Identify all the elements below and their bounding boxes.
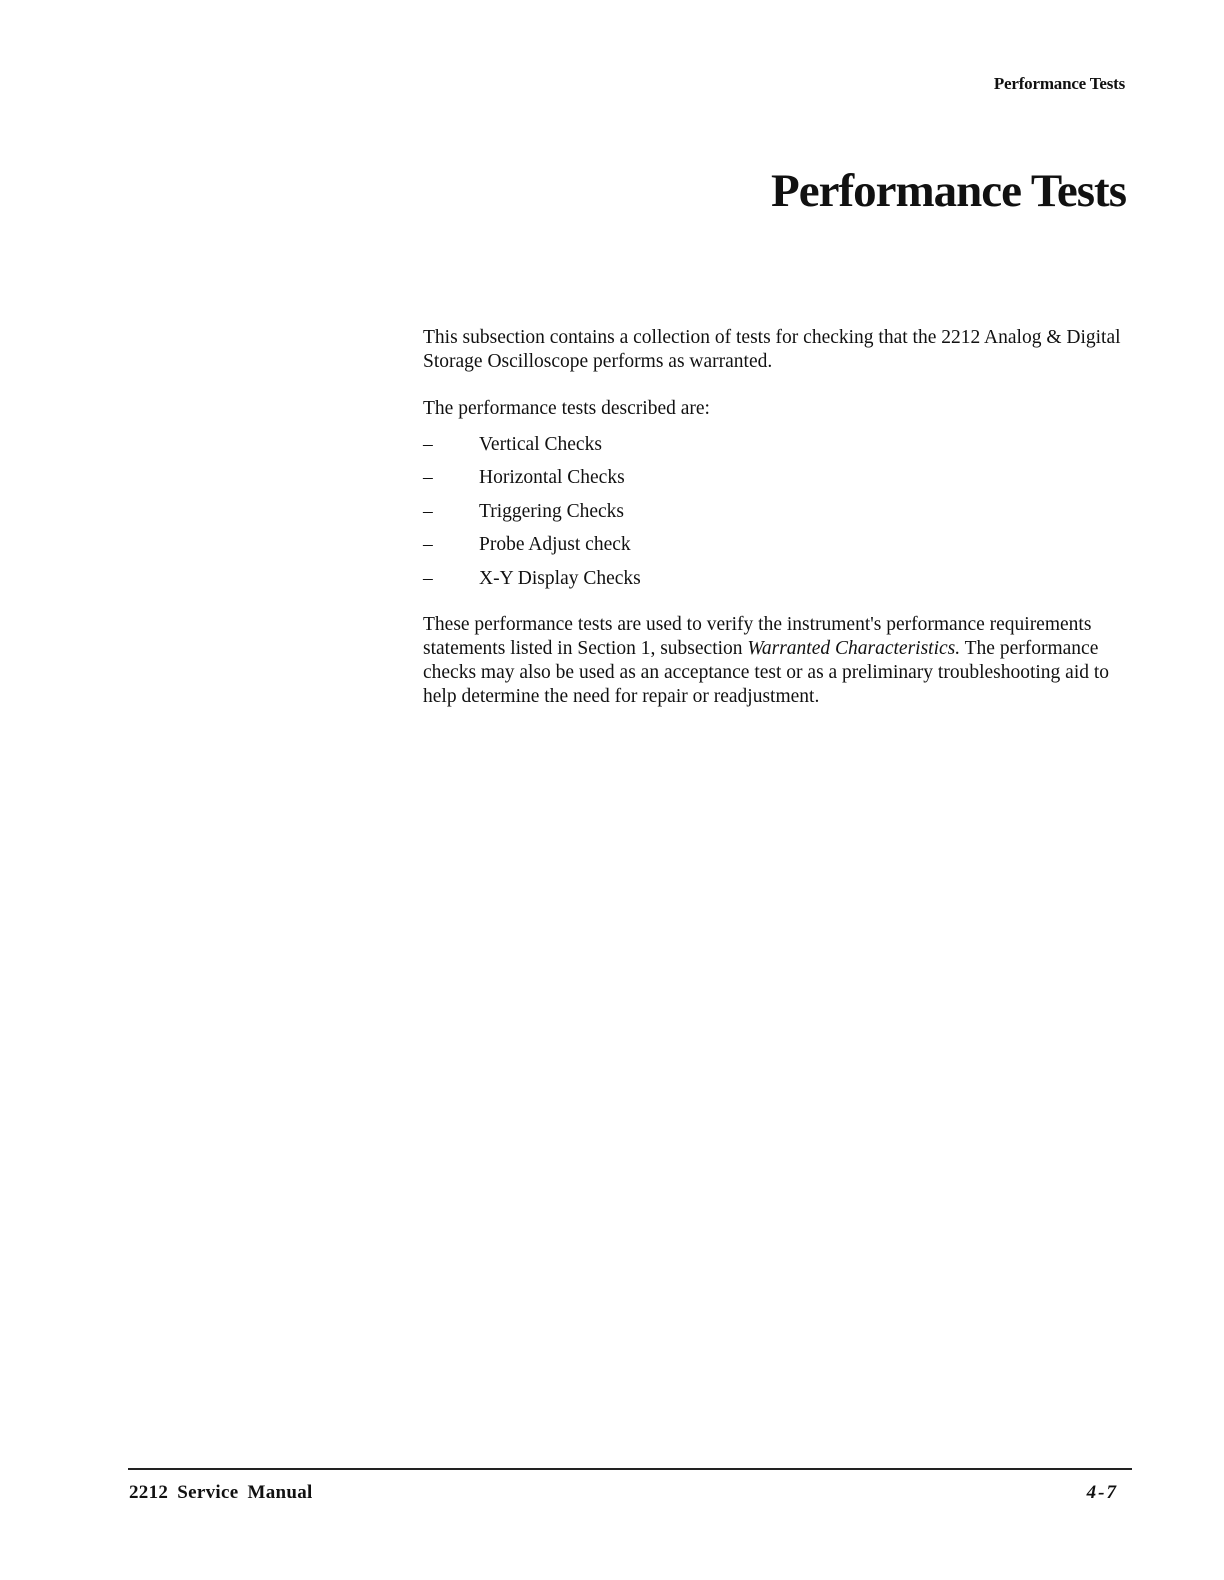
- dash-bullet: –: [423, 434, 433, 455]
- list-item: [423, 466, 1143, 499]
- warranted-characteristics-reference: Warranted Characteristics.: [747, 637, 961, 659]
- dash-bullet: –: [423, 567, 433, 589]
- list-item: [423, 533, 1143, 566]
- footer-manual-title: 2212 Service Manual: [129, 1482, 313, 1503]
- dash-bullet: –: [423, 467, 433, 489]
- list-item-label: Probe Adjust check: [479, 534, 631, 556]
- dash-bullet: –: [423, 534, 433, 556]
- list-item: [423, 567, 1143, 600]
- body-text: [423, 326, 1143, 709]
- list-item-label: Triggering Checks: [479, 500, 624, 522]
- footer-divider: [128, 1468, 1132, 1470]
- list-item-label: Vertical Checks: [479, 434, 602, 455]
- list-item-label: Horizontal Checks: [479, 467, 625, 489]
- performance-test-list: [423, 433, 1143, 600]
- section-title: Performance Tests: [771, 165, 1126, 217]
- dash-bullet: –: [423, 500, 433, 522]
- footer-page-number: 4-7: [1086, 1482, 1118, 1503]
- intro-paragraph: This subsection contains a collection of tests for checking that the 2212 Analog & Digital Storage Oscilloscope performs as warranted.: [423, 327, 1121, 372]
- running-header: Performance Tests: [993, 74, 1125, 93]
- closing-text-part2: The performance checks may also be used as an acceptance test or as a preliminary troubleshooting aid to help determine the need for repair or readjustment.: [423, 637, 1110, 707]
- closing-paragraph: [423, 613, 1143, 709]
- list-item: [423, 500, 1143, 533]
- list-item: [423, 433, 1143, 466]
- closing-text-part1: These performance tests are used to verify the instrument's performance requirements statements listed in Section 1, subsection: [423, 613, 1092, 659]
- list-item-label: X-Y Display Checks: [479, 567, 641, 589]
- list-lead-paragraph: The performance tests described are:: [423, 398, 710, 419]
